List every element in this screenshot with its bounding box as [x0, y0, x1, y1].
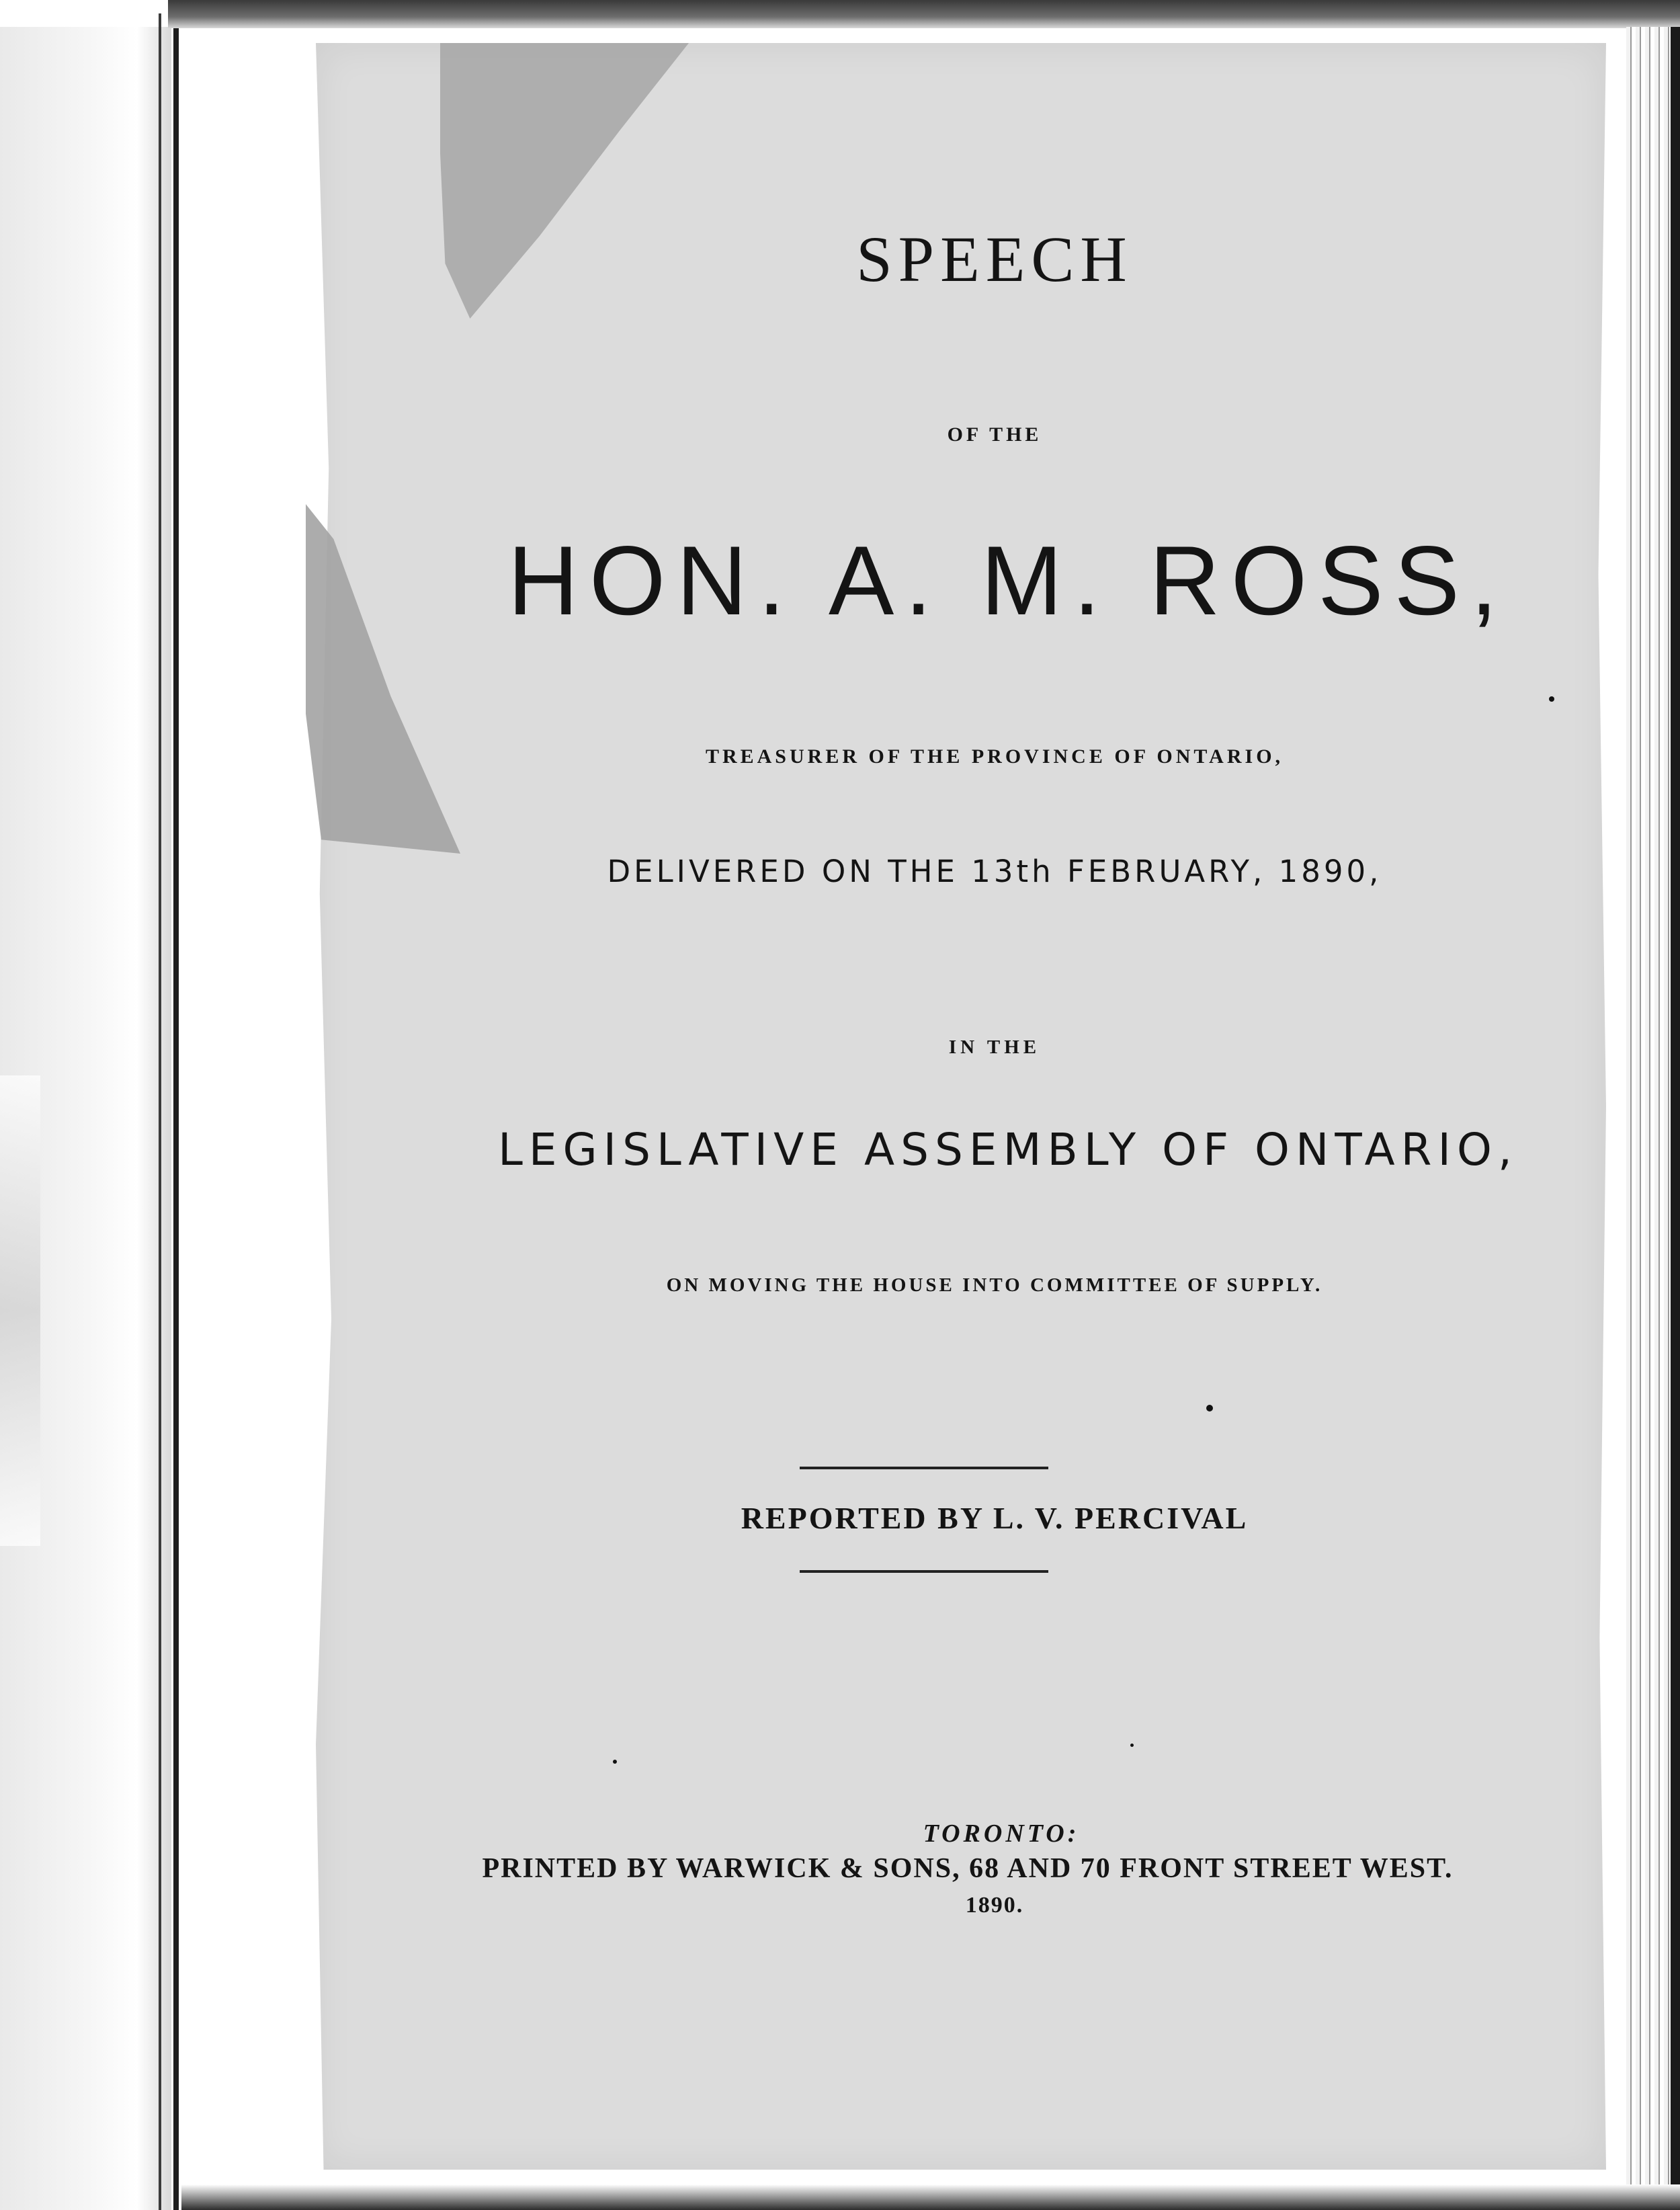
reporter-line: REPORTED BY L. V. PERCIVAL	[741, 1501, 1249, 1535]
binding-gutter	[173, 13, 179, 2210]
ink-speck	[1549, 696, 1554, 702]
top-edge-shadow	[168, 0, 1680, 28]
speaker-name: HON. A. M. ROSS,	[507, 526, 1509, 635]
title-page-content	[316, 43, 1606, 2170]
delivery-date: DELIVERED ON THE 13th FEBRUARY, 1890,	[607, 854, 1382, 889]
occasion-line: ON MOVING THE HOUSE INTO COMMITTEE OF SUPPLY.	[666, 1274, 1323, 1296]
heading-speech: SPEECH	[856, 223, 1133, 295]
assembly-name: LEGISLATIVE ASSEMBLY OF ONTARIO,	[498, 1124, 1518, 1176]
ink-speck	[613, 1760, 617, 1764]
divider-rule-top	[800, 1467, 1048, 1469]
in-the-line: IN THE	[948, 1036, 1041, 1058]
book-block-shadow	[1671, 27, 1680, 2210]
imprint-year: 1890.	[965, 1893, 1024, 1918]
imprint-printer: PRINTED BY WARWICK & SONS, 68 AND 70 FRONT STREET WEST.	[482, 1853, 1454, 1884]
speaker-office: TREASURER OF THE PROVINCE OF ONTARIO,	[705, 745, 1284, 768]
ink-speck	[1206, 1405, 1213, 1411]
divider-rule-bottom	[800, 1570, 1048, 1573]
previous-leaf-fold	[0, 1075, 40, 1546]
ink-speck	[1130, 1744, 1134, 1747]
of-the-line: OF THE	[947, 423, 1042, 446]
imprint-city: TORONTO:	[923, 1819, 1080, 1848]
binding-shadow	[159, 13, 161, 2210]
bottom-edge-shadow	[181, 2184, 1680, 2210]
